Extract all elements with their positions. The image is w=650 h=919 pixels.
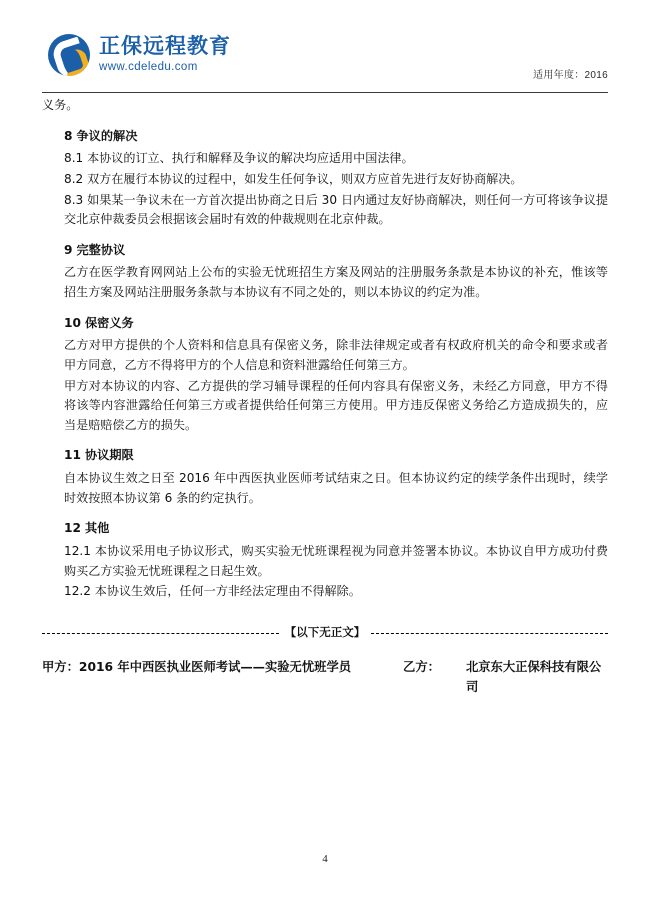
- section-number-9: 9: [64, 242, 73, 257]
- paragraph-8-2: 8.2 双方在履行本协议的过程中，如发生任何争议，则双方应首先进行友好协商解决。: [64, 171, 523, 186]
- paragraph-11-1: 自本协议生效之日至 2016 年中西医执业医师考试结束之日。但本协议约定的续学条件出现时，续学时效按照本协议第 6 条的约定执行。: [64, 471, 608, 505]
- section-title-9: 完整协议: [76, 242, 126, 257]
- section-number-8: 8: [64, 128, 73, 143]
- document-body: [42, 96, 608, 697]
- page-header: [0, 0, 650, 92]
- section-title-10: 保密义务: [84, 315, 134, 330]
- logo-text: [99, 36, 231, 74]
- section-heading-12: [42, 519, 608, 539]
- brand-logo: [48, 34, 231, 76]
- no-text-below-separator: [42, 624, 608, 642]
- paragraph-8-1: 8.1 本协议的订立、执行和解释及争议的解决均应适用中国法律。: [64, 151, 414, 166]
- section-title-8: 争议的解决: [76, 128, 138, 143]
- signature-row: [42, 658, 608, 698]
- section-number-10: 10: [64, 315, 81, 330]
- paragraph-10-1: 乙方对甲方提供的个人资料和信息具有保密义务，除非法律规定或者有权政府机关的命令和要求或者甲方同意，乙方不得将甲方的个人信息和资料泄露给任何第三方。: [64, 338, 608, 372]
- separator-line-right: [371, 633, 608, 634]
- paragraph-10-2: 甲方对本协议的内容、乙方提供的学习辅导课程的任何内容具有保密义务，未经乙方同意，甲方不得将该等内容泄露给任何第三方或者提供给任何第三方使用。甲方违反保密义务给乙方造成损失的，应当是赔赔偿乙方的损失。: [64, 378, 608, 432]
- party-b-name: 北京东大正保科技有限公司: [465, 659, 602, 694]
- section-number-12: 12: [64, 521, 81, 536]
- party-a: 甲方：2016 年中西医执业医师考试——实验无忧班学员: [42, 659, 352, 674]
- separator-label: 【以下无正文】: [284, 625, 366, 640]
- applicable-year: 适用年度：2016: [533, 70, 608, 81]
- carry-over-line: 义务。: [42, 98, 79, 112]
- paragraph-12-2: 12.2 本协议生效后，任何一方非经法定理由不得解除。: [64, 584, 361, 599]
- party-b-label: 乙方：: [403, 659, 440, 674]
- section-title-12: 其他: [84, 521, 110, 536]
- separator-line-left: [42, 633, 279, 634]
- logo-url: www.cdeledu.com: [99, 61, 198, 74]
- section-heading-11: [42, 446, 608, 466]
- logo-mark-icon: [48, 34, 90, 76]
- section-heading-10: [42, 314, 608, 334]
- paragraph-12-1: 12.1 本协议采用电子协议形式，购买实验无忧班课程视为同意并签署本协议。本协议自甲方成功付费购买乙方实验无忧班课程之日起生效。: [64, 543, 608, 578]
- logo-title: 正保远程教育: [99, 34, 231, 59]
- section-heading-9: [42, 241, 608, 261]
- paragraph-8-3: 8.3 如果某一争议未在一方首次提出协商之日后 30 日内通过友好协商解决，则任何一方可将该争议提交北京仲裁委员会根据该会届时有效的仲裁规则在北京仲裁。: [64, 192, 608, 227]
- paragraph-9-1: 乙方在医学教育网网站上公布的实验无忧班招生方案及网站的注册服务条款是本协议的补充，惟该等招生方案及网站注册服务条款与本协议有不同之处的，则以本协议的约定为准。: [64, 265, 608, 299]
- header-divider: [42, 92, 608, 93]
- section-title-11: 协议期限: [84, 448, 134, 463]
- section-number-11: 11: [64, 448, 81, 463]
- page-number: 4: [322, 853, 328, 865]
- section-heading-8: [42, 127, 608, 147]
